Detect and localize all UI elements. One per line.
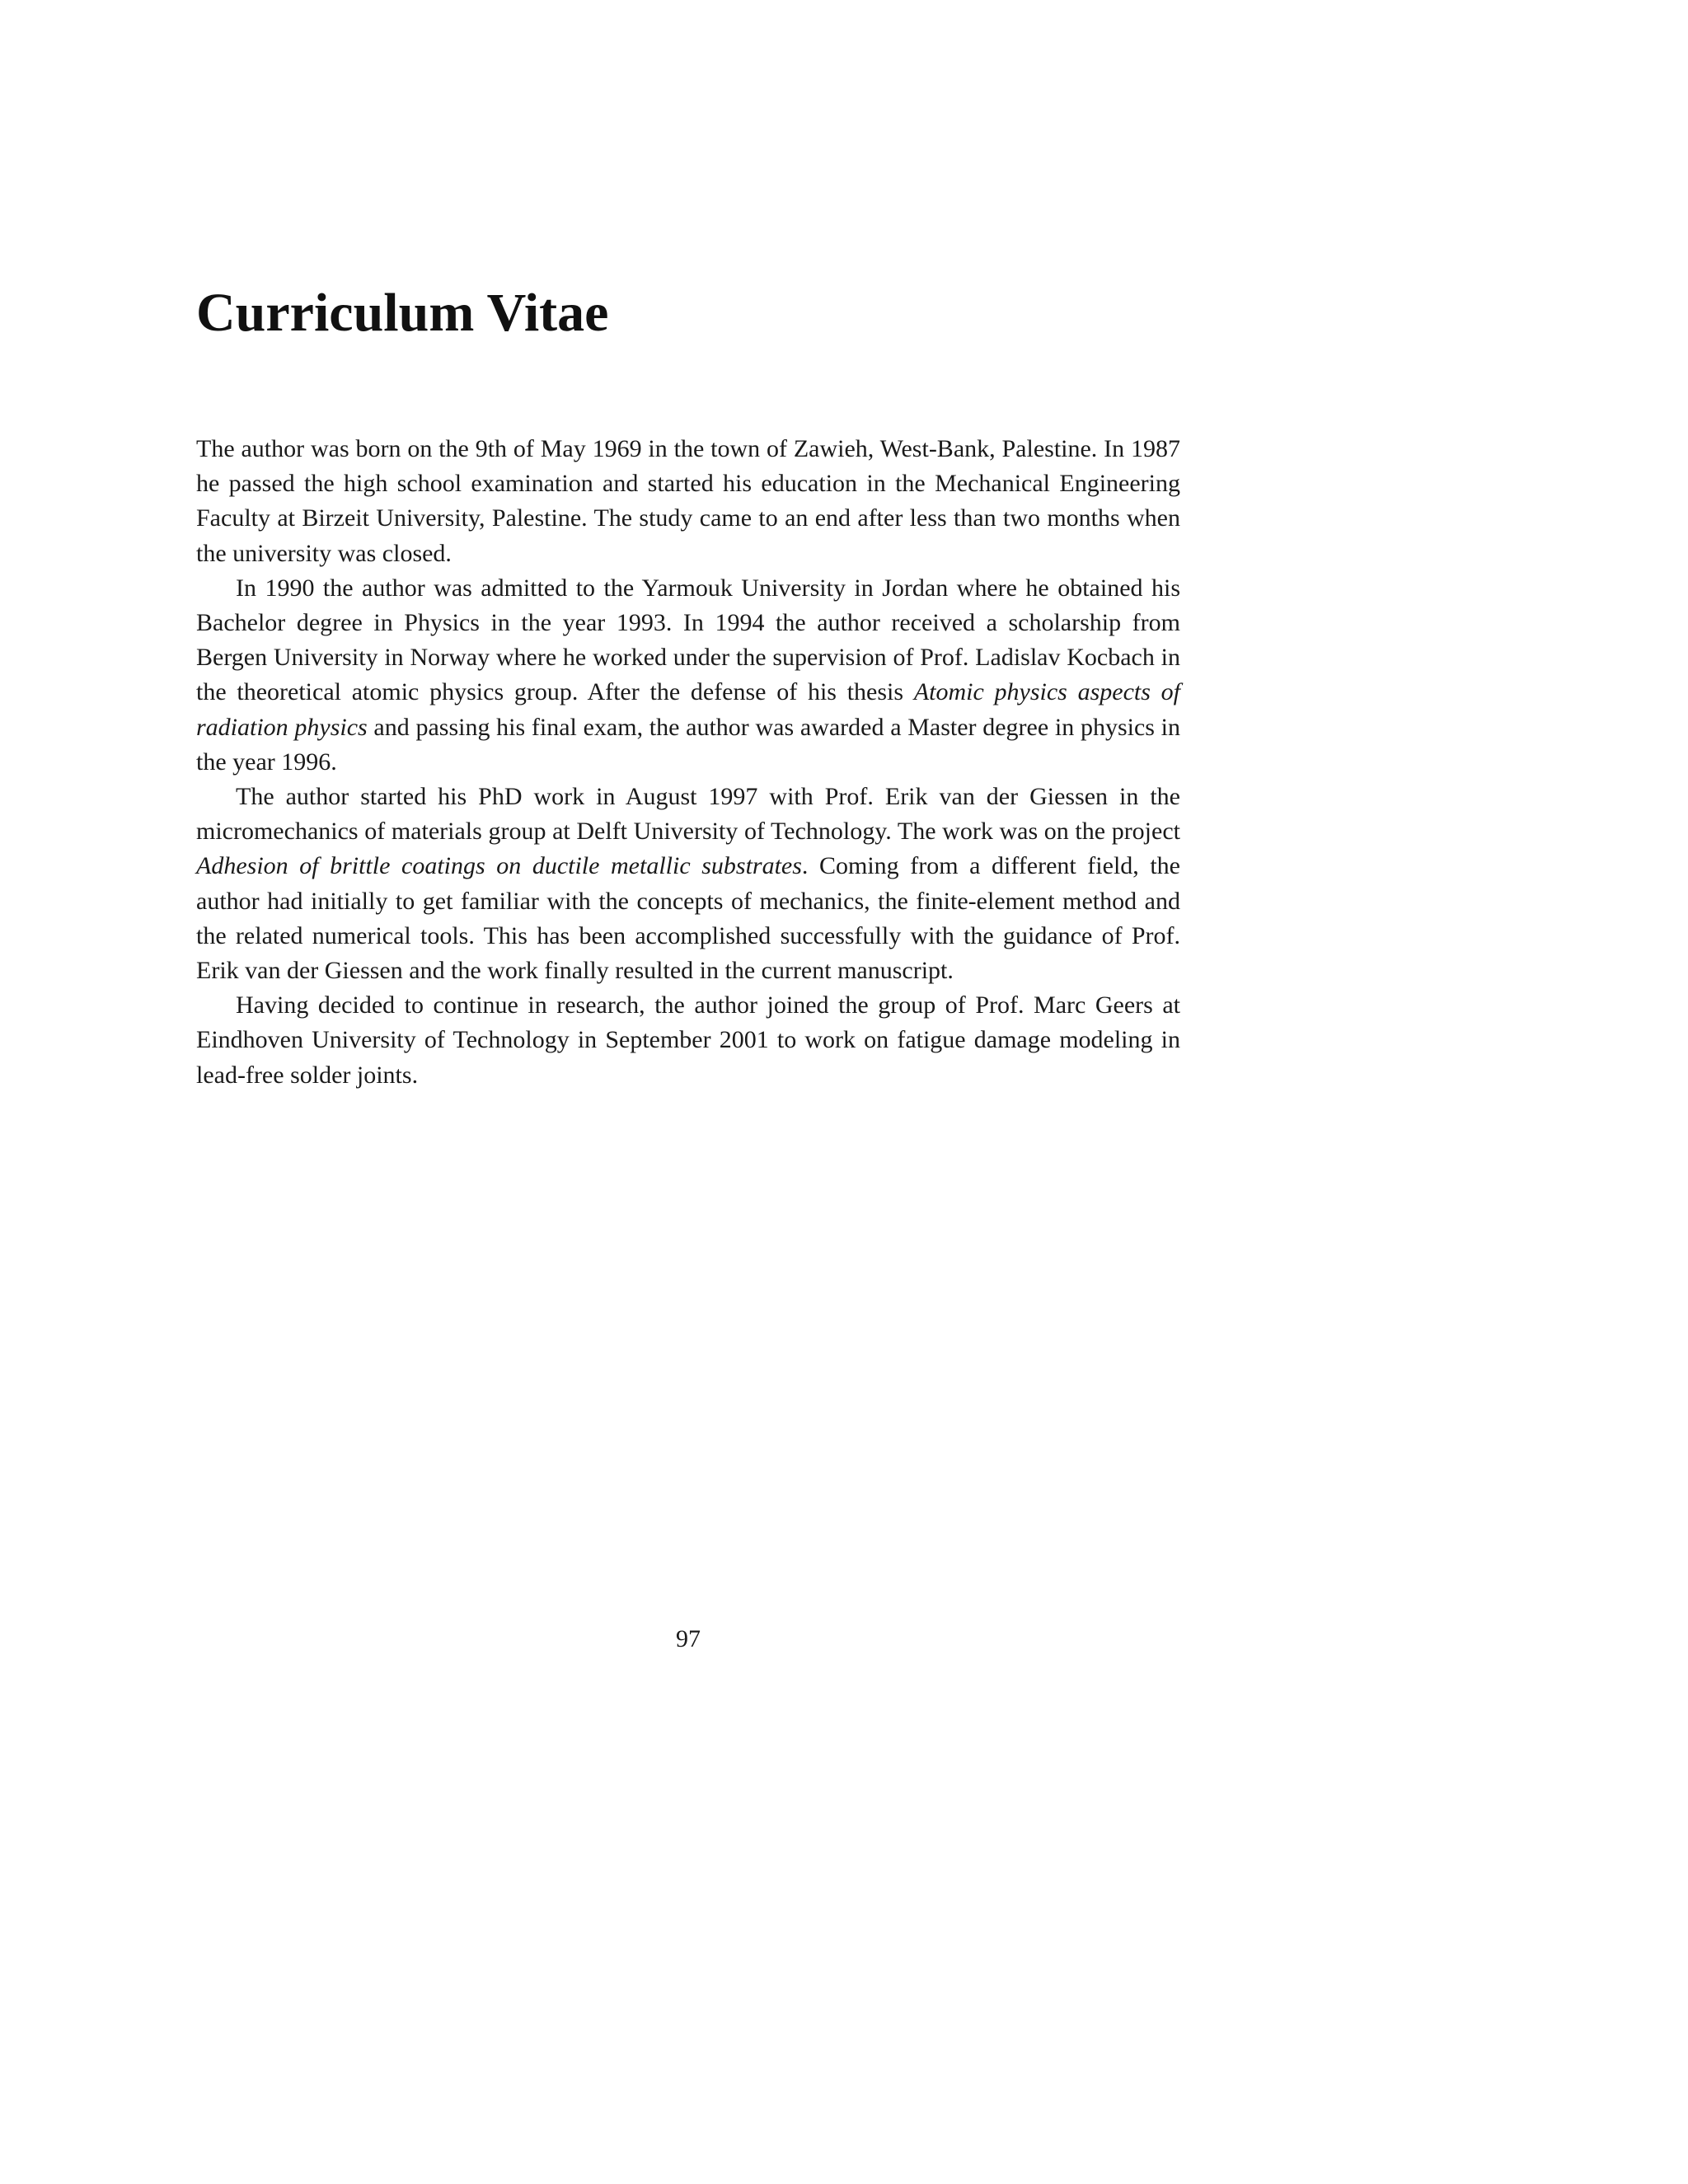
page-number: 97 <box>676 1625 701 1652</box>
paragraph-phd-work <box>196 780 1180 988</box>
paragraph-text: and passing his final exam, the author was awarded a Master degree in physics in the year 1996. <box>196 713 1180 776</box>
paragraph-current-research <box>196 988 1180 1093</box>
project-title: Adhesion of brittle coatings on ductile metallic substrates <box>196 852 802 880</box>
paragraph-text: In 1990 the author was admitted to the Yarmouk University in Jordan where he obtained his Bachelor degree in Physics in the year 1993. In 1994 the author received a scholarship from Bergen University in Norway where he worked under the supervision of Prof. Ladislav Kocbach in the theoretical atomic physics group. After the defense of his thesis <box>196 574 1180 706</box>
paragraph-birth-education <box>196 432 1180 571</box>
body-text <box>196 432 1180 1093</box>
paragraph-text: The author started his PhD work in August 1997 with Prof. Erik van der Giessen in the micromechanics of materials group at Delft University of Technology. The work was on the project <box>196 783 1180 846</box>
paragraph-text: The author was born on the 9th of May 1969 in the town of Zawieh, West-Bank, Palestine. In 1987 he passed the high school examination and started his education in the Mechanical Engineering Faculty at Birzeit University, Palestine. The study came to an end after less than two months when the university was closed. <box>196 435 1180 567</box>
paragraph-bachelor-master <box>196 571 1180 780</box>
paragraph-text: . Coming from a different field, the author had initially to get familiar with the concepts of mechanics, the finite-element method and the related numerical tools. This has been accomplished successfully with the guidance of Prof. Erik van der Giessen and the work finally resulted in the current manuscript. <box>196 852 1180 985</box>
page-title: Curriculum Vitae <box>196 283 609 343</box>
paragraph-text: Having decided to continue in research, the author joined the group of Prof. Marc Geers at Eindhoven University of Technology in September 2001 to work on fatigue damage modeling in lead-free solder joints. <box>196 991 1180 1089</box>
thesis-title: Atomic physics aspects of radiation physics <box>196 678 1180 741</box>
